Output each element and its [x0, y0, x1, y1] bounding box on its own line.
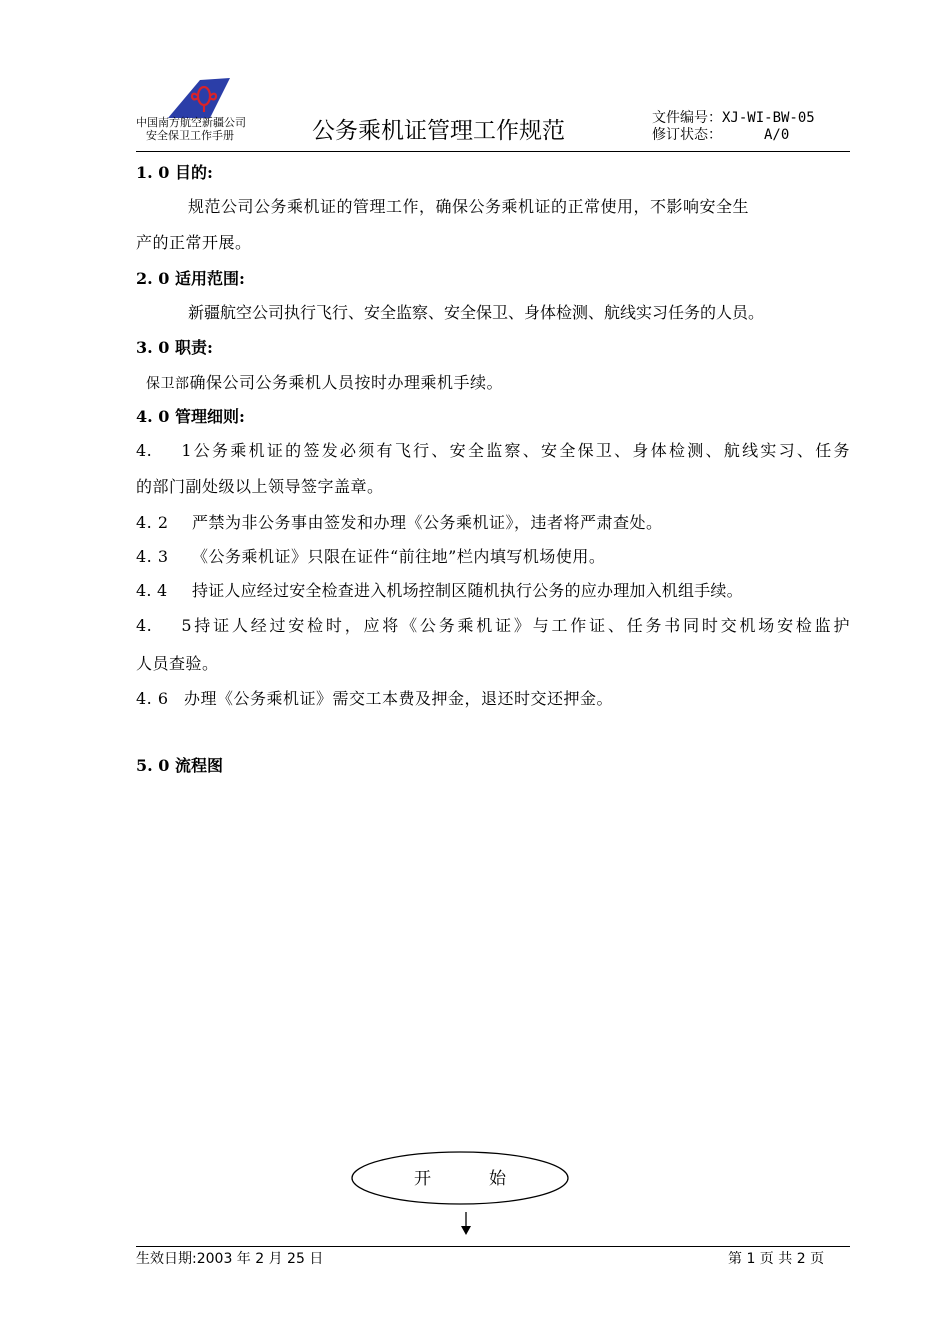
rule-4-5-line1: 持证人经过安检时，应将《公务乘机证》与工作证、任务书同时交机场安检监护 [192, 616, 850, 635]
rule-4-1-line2: 的部门副处级以上领导签字盖章。 [136, 477, 384, 496]
rule-4-2-number: 4. 2 [136, 513, 169, 532]
manual-name: 安全保卫工作手册 [146, 129, 234, 142]
rule-4-1-number: 4. 1 [136, 441, 192, 460]
rule-4-1 [136, 438, 850, 461]
section-1-body-line2: 产的正常开展。 [136, 233, 252, 252]
document-title: 公务乘机证管理工作规范 [312, 118, 565, 144]
rule-4-3-text: 《公务乘机证》只限在证件“前往地”栏内填写机场使用。 [192, 547, 606, 566]
section-3-heading: 3. 0 职责: [136, 338, 213, 357]
document-number-label: 文件编号： [652, 110, 722, 126]
effective-date: 生效日期:2003 年 2 月 25 日 [136, 1251, 324, 1267]
section-3-body-text: 确保公司公务乘机人员按时办理乘机手续。 [189, 373, 504, 392]
rule-4-6-text: 办理《公务乘机证》需交工本费及押金，退还时交还押金。 [184, 689, 614, 708]
section-4-heading: 4. 0 管理细则: [136, 407, 245, 426]
rule-4-5 [136, 613, 850, 636]
rule-4-4-text: 持证人应经过安全检查进入机场控制区随机执行公务的应办理加入机组手续。 [192, 581, 743, 600]
section-3-body-prefix: 保卫部 [146, 376, 190, 392]
rule-4-6-number: 4. 6 [136, 689, 169, 708]
rule-4-2-text: 严禁为非公务事由签发和办理《公务乘机证》，违者将严肃查处。 [192, 513, 663, 532]
flow-arrow-head [461, 1226, 471, 1235]
rule-4-4-number: 4. 4 [136, 581, 168, 600]
document-number [652, 110, 815, 126]
document-number-value: XJ-WI-BW-05 [722, 110, 815, 126]
rule-4-4 [136, 578, 743, 601]
start-label: 开始 [414, 1169, 564, 1189]
footer-rule [136, 1246, 850, 1247]
rule-4-3-number: 4. 3 [136, 547, 169, 566]
company-name: 中国南方航空新疆公司 [136, 116, 246, 129]
header-rule [136, 151, 850, 152]
revision-status-value: A/0 [764, 127, 790, 143]
rule-4-6 [136, 686, 613, 709]
airline-logo [160, 76, 232, 120]
revision-status [652, 127, 789, 143]
rule-4-3 [136, 544, 605, 567]
rule-4-5-number: 4. 5 [136, 616, 192, 635]
section-3-body [146, 370, 503, 393]
section-5-heading: 5. 0 流程图 [136, 756, 223, 775]
rule-4-2 [136, 510, 663, 533]
section-2-body: 新疆航空公司执行飞行、安全监察、安全保卫、身体检测、航线实习任务的人员。 [188, 303, 765, 322]
flowchart-start [340, 1148, 580, 1240]
page-info: 第 1 页 共 2 页 [728, 1251, 825, 1267]
section-1-body-line1: 规范公司公务乘机证的管理工作，确保公务乘机证的正常使用，不影响安全生 [188, 197, 750, 216]
section-2-heading: 2. 0 适用范围: [136, 269, 245, 288]
revision-status-label: 修订状态： [652, 127, 722, 143]
rule-4-5-line2: 人员查验。 [136, 654, 219, 673]
rule-4-1-line1: 公务乘机证的签发必须有飞行、安全监察、安全保卫、身体检测、航线实习、任务 [192, 441, 850, 460]
section-1-heading: 1. 0 目的: [136, 163, 213, 182]
